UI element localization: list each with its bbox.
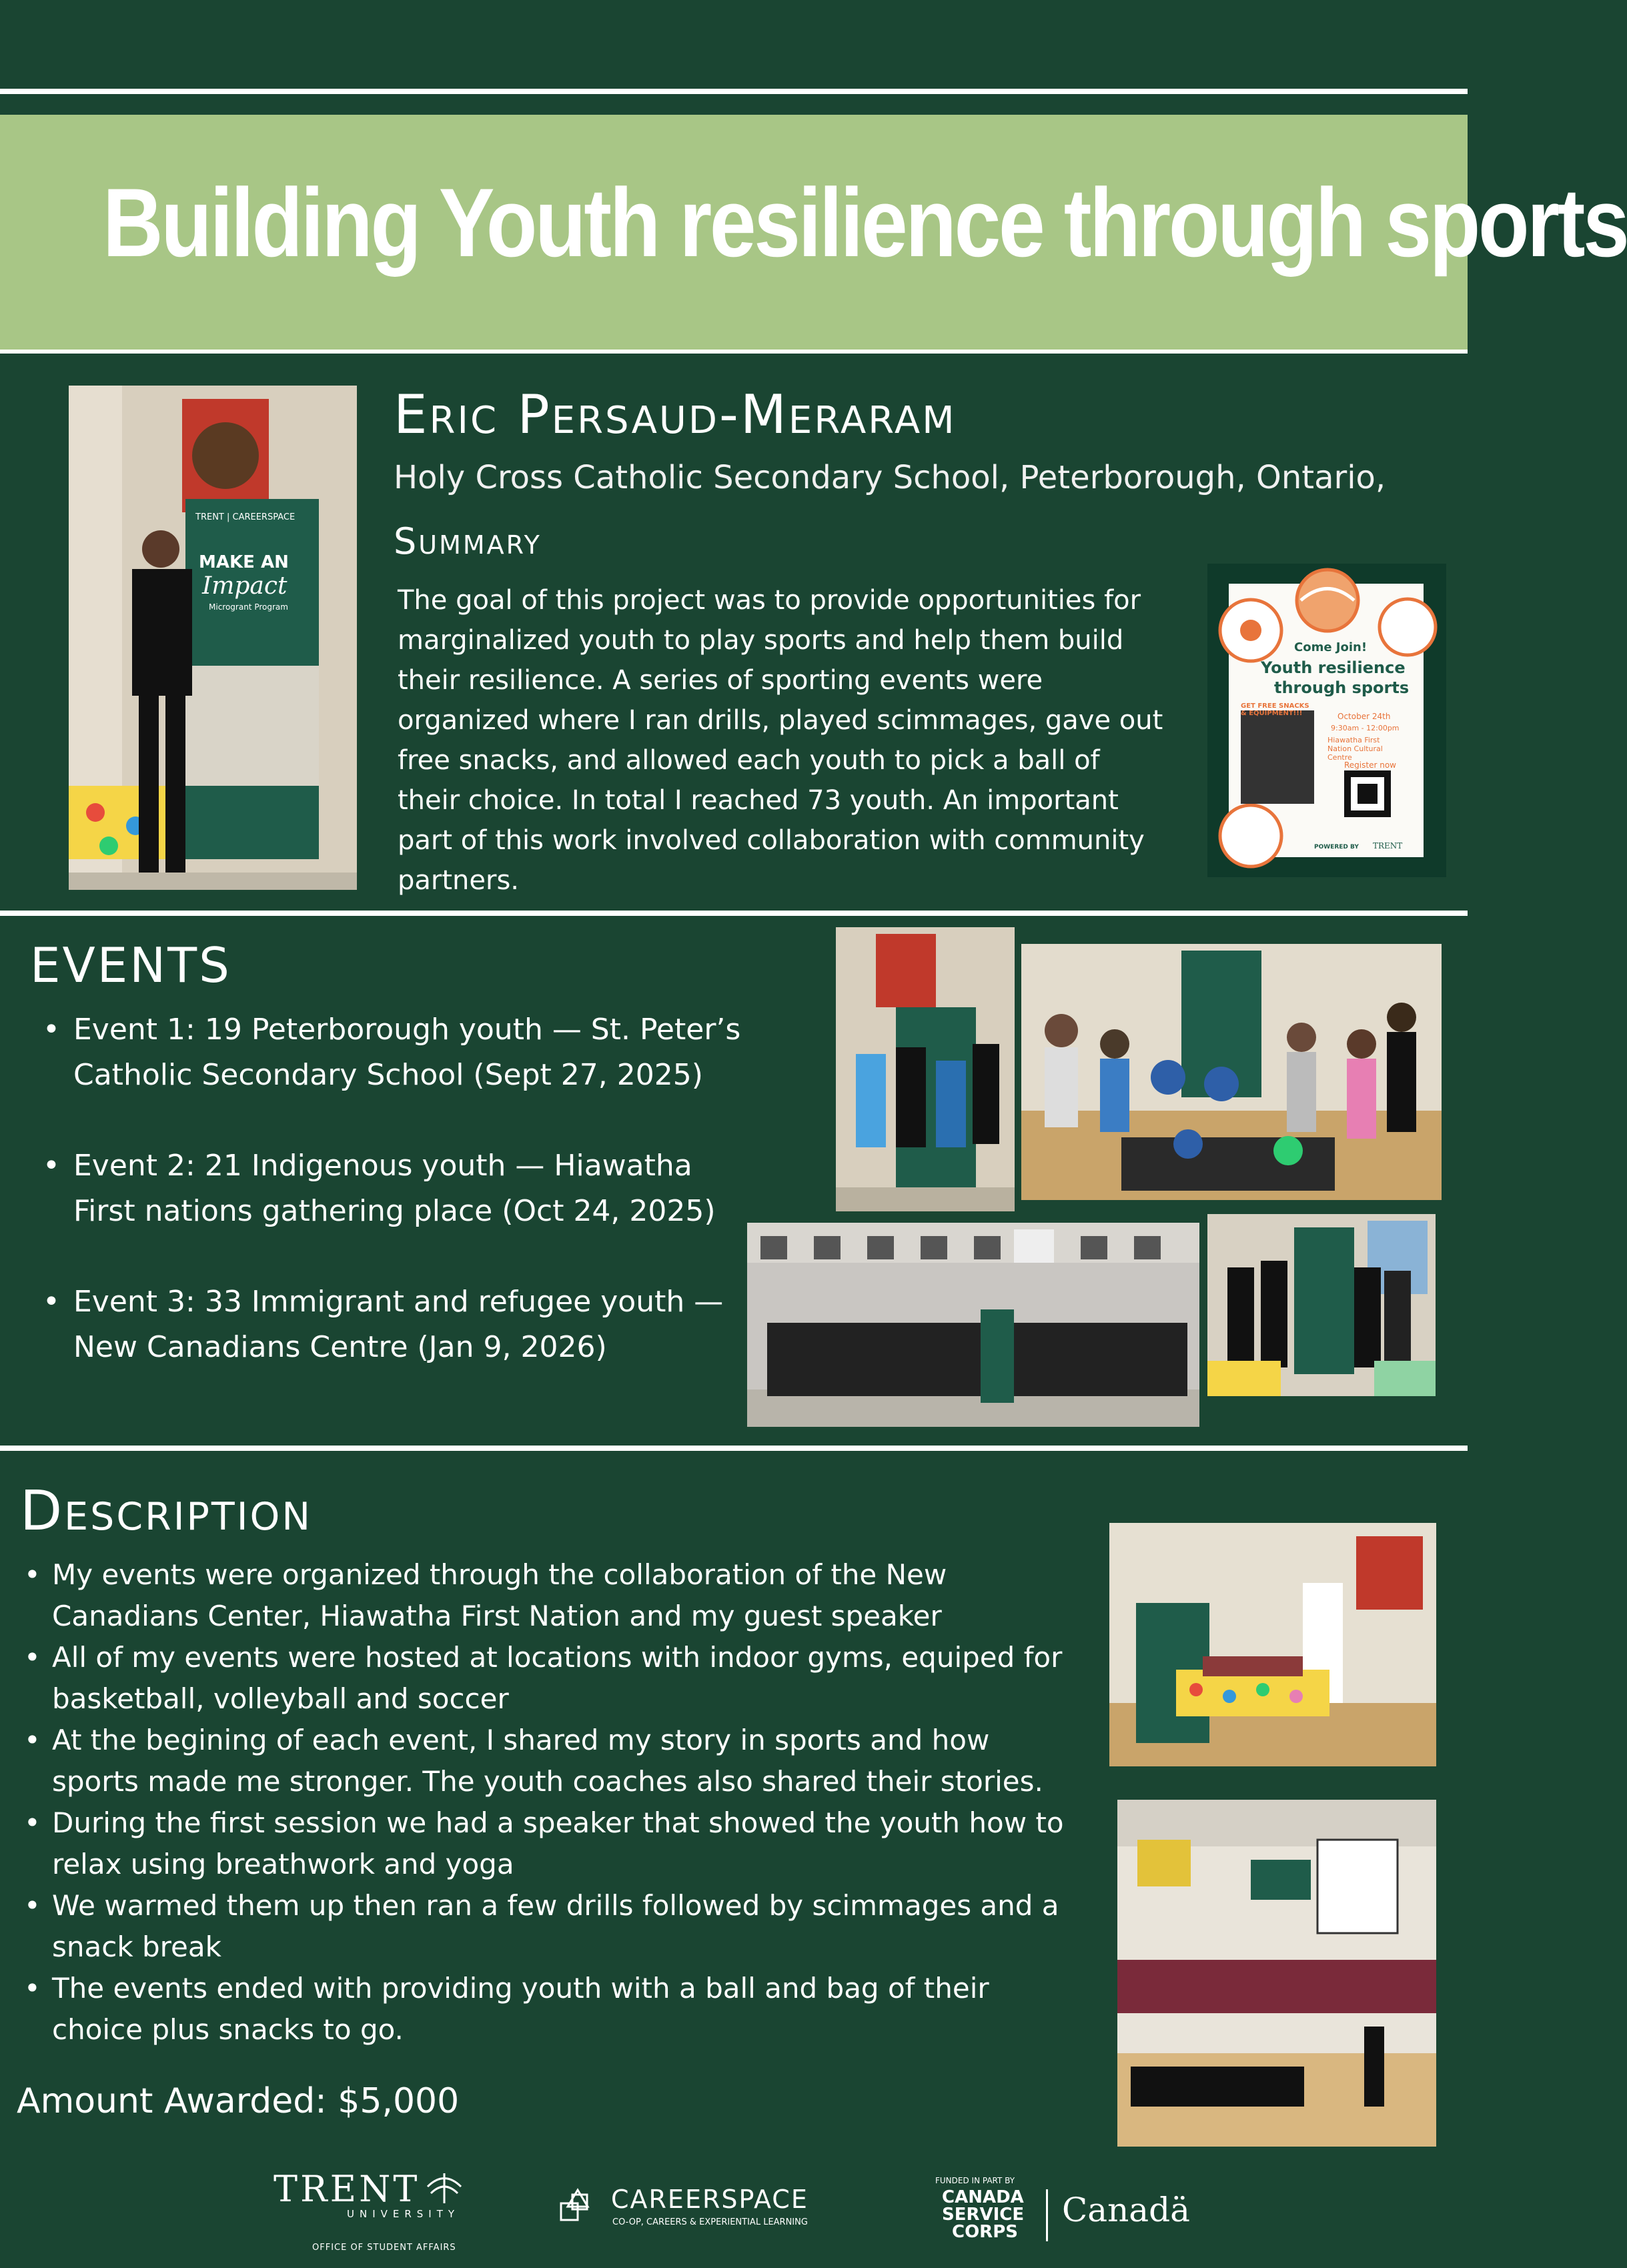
careerspace-icon (558, 2187, 598, 2227)
flyer-title-line1: Youth resilience (1261, 658, 1406, 677)
summary-heading: Summary (394, 520, 542, 562)
summary-line: free snacks, and allowed each youth to pick a ball of (398, 745, 1100, 776)
list-item: • We warmed them up then ran a few drills followed by scimmages and a snack break (20, 1885, 1087, 1968)
csc-funded-label: FUNDED IN PART BY (935, 2176, 1015, 2185)
list-item: • During the first session we had a speaker that showed the youth how to relax using breathwork and yoga (20, 1802, 1087, 1885)
event-photo-1 (836, 927, 1015, 1211)
flyer-register: Register now (1344, 760, 1396, 770)
flyer-time: 9:30am - 12:00pm (1331, 724, 1400, 732)
summary-line: organized where I ran drills, played scimmages, gave out (398, 705, 1163, 736)
list-item: • Event 3: 33 Immigrant and refugee youth — New Canadians Centre (Jan 9, 2026) (33, 1279, 800, 1370)
event-flyer (1207, 564, 1446, 877)
list-item: • Event 2: 21 Indigenous youth — Hiawatha First nations gathering place (Oct 24, 2025) (33, 1143, 800, 1234)
csc-line2: SERVICE (942, 2205, 1025, 2225)
flyer-come-join: Come Join! (1294, 640, 1368, 654)
list-item: • The events ended with providing youth with a ball and bag of their choice plus snacks to go. (20, 1968, 1087, 2051)
student-name: Eric Persaud-Meraram (394, 384, 957, 446)
trent-logo-sub: UNIVERSITY (347, 2208, 460, 2220)
section-rule-2 (0, 1446, 1468, 1451)
description-photo-1 (1109, 1523, 1436, 1766)
banner-sign-brand: TRENT | CAREERSPACE (195, 512, 296, 522)
summary-line: their resilience. A series of sporting events were (398, 665, 1043, 696)
amount-awarded: Amount Awarded: $5,000 (17, 2081, 460, 2121)
event-photo-3 (747, 1223, 1199, 1427)
summary-text (398, 580, 1185, 901)
flyer-powered-logo: TRENT (1373, 841, 1403, 851)
page-title: Building Youth resilience through sports (103, 168, 1627, 277)
description-list (20, 1554, 1087, 2051)
list-item: • At the begining of each event, I shared my story in sports and how sports made me stronger. The youth coaches also shared their stories. (20, 1720, 1087, 1802)
banner-sign-line2: Impact (202, 572, 288, 600)
list-item: • Event 1: 19 Peterborough youth — St. Peter’s Catholic Secondary School (Sept 27, 2025) (33, 1007, 800, 1098)
canada-wordmark: Canadä (1062, 2191, 1190, 2229)
portrait-photo (69, 386, 357, 890)
flyer-free-snacks: GET FREE SNACKS & EQUIPMENT!!! (1241, 702, 1309, 717)
events-list (33, 1007, 800, 1415)
flyer-venue: Hiawatha First Nation Cultural Centre (1327, 736, 1383, 762)
trent-crest-icon (424, 2167, 464, 2207)
events-heading: EVENTS (30, 937, 231, 993)
summary-line: marginalized youth to play sports and help them build (398, 625, 1124, 656)
student-school: Holy Cross Catholic Secondary School, Peterborough, Ontario, (394, 459, 1386, 496)
summary-line: part of this work involved collaboration with community (398, 825, 1145, 856)
section-rule-1 (0, 911, 1468, 916)
flyer-date: October 24th (1337, 712, 1391, 721)
event-photo-2 (1021, 944, 1442, 1200)
summary-line: The goal of this project was to provide opportunities for (398, 585, 1141, 616)
summary-line: partners. (398, 865, 519, 896)
description-photo-2 (1117, 1800, 1436, 2147)
trent-logo-office: OFFICE OF STUDENT AFFAIRS (312, 2243, 456, 2253)
banner-bottom-rule (0, 350, 1468, 354)
banner-sign-line3: Microgrant Program (209, 602, 288, 612)
flyer-powered-by: POWERED BY (1314, 844, 1359, 851)
csc-line3: CORPS (952, 2222, 1018, 2242)
event-photo-4 (1207, 1214, 1436, 1396)
description-heading: Description (20, 1480, 313, 1543)
list-item: • All of my events were hosted at locations with indoor gyms, equiped for basketball, volleyball and soccer (20, 1637, 1087, 1720)
banner-sign-line1: MAKE AN (199, 552, 289, 572)
list-item: • My events were organized through the collaboration of the New Canadians Center, Hiawatha First Nation and my guest speaker (20, 1554, 1087, 1637)
csc-line1: CANADA (942, 2187, 1024, 2207)
careerspace-logo-name: CAREERSPACE (611, 2185, 808, 2214)
logo-divider (1046, 2189, 1048, 2241)
top-rule (0, 89, 1468, 94)
summary-line: their choice. In total I reached 73 youth. An important (398, 785, 1119, 816)
flyer-title-line2: through sports (1274, 678, 1410, 697)
trent-logo-name: TRENT (274, 2168, 420, 2210)
careerspace-logo-sub: CO-OP, CAREERS & EXPERIENTIAL LEARNING (612, 2217, 808, 2227)
